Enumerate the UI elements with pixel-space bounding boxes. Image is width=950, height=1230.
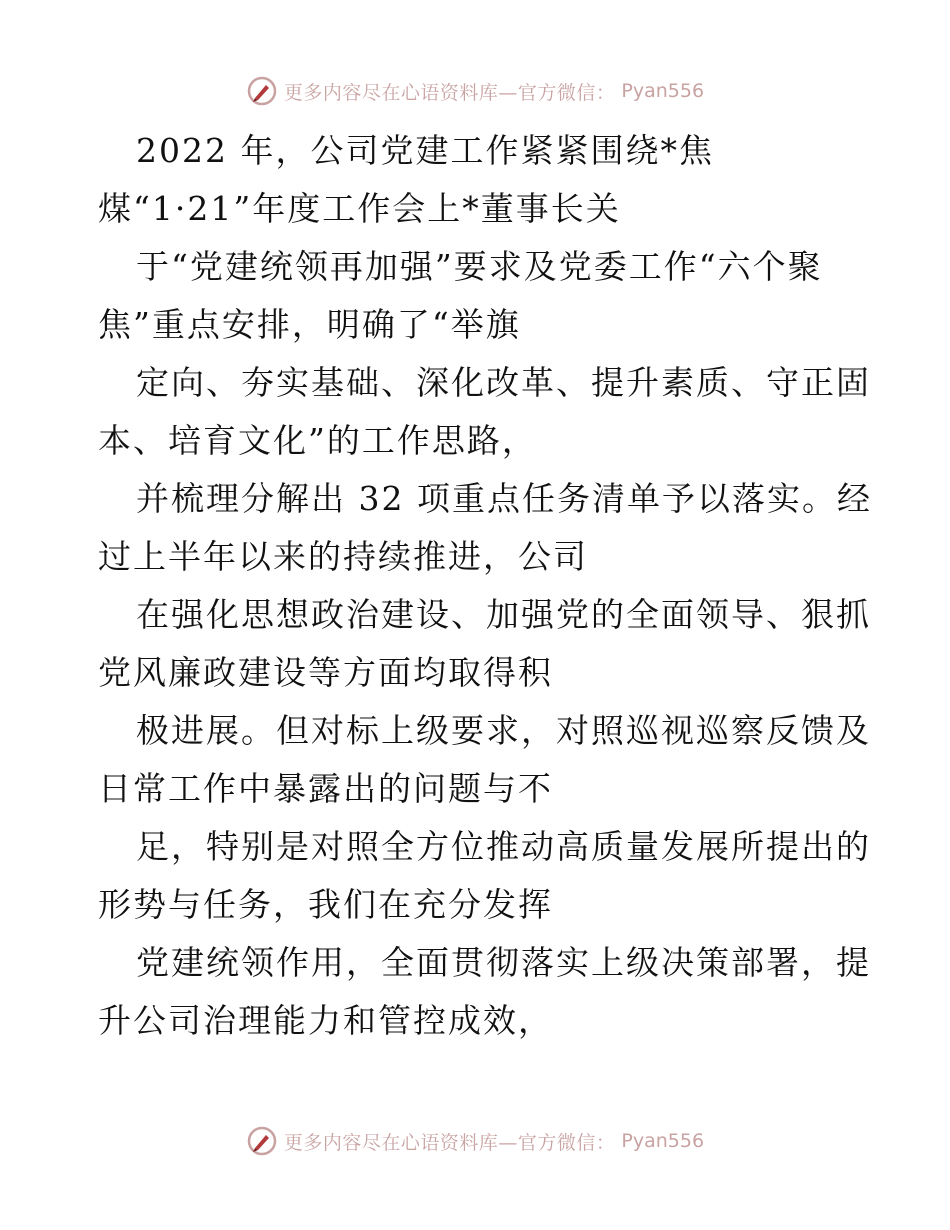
watermark-wechat-id: Pyan556: [621, 1130, 705, 1152]
text-line: 过上半年以来的持续推进，公司: [98, 537, 588, 576]
footer-watermark: [0, 1124, 950, 1158]
document-body: [98, 122, 872, 1050]
text-line: 党风廉政建设等方面均取得积: [98, 653, 553, 692]
text-line: 焦”重点安排，明确了“举旗: [98, 305, 521, 344]
header-watermark: [0, 74, 950, 108]
pen-logo-icon: [246, 75, 278, 107]
text-line: 日常工作中暴露出的问题与不: [98, 769, 553, 808]
text-line: 升公司治理能力和管控成效，: [98, 1001, 553, 1040]
text-line: 定向、夯实基础、深化改革、提升素质、守正固: [136, 363, 871, 402]
text-line: 并梳理分解出 32 项重点任务清单予以落实。经: [136, 479, 872, 518]
watermark-text: 更多内容尽在心语资料库—官方微信：: [283, 81, 616, 104]
watermark-text: 更多内容尽在心语资料库—官方微信：: [283, 1131, 616, 1154]
text-line: 2022 年，公司党建工作紧紧围绕*焦: [136, 131, 714, 170]
text-line: 于“党建统领再加强”要求及党委工作“六个聚: [136, 247, 823, 286]
text-line: 足，特别是对照全方位推动高质量发展所提出的: [136, 827, 871, 866]
text-line: 本、培育文化”的工作思路，: [98, 421, 537, 460]
watermark-wechat-id: Pyan556: [621, 80, 705, 102]
text-line: 在强化思想政治建设、加强党的全面领导、狠抓: [136, 595, 871, 634]
text-line: 煤“1·21”年度工作会上*董事长关: [98, 189, 621, 228]
pen-logo-icon: [246, 1125, 278, 1157]
text-line: 党建统领作用，全面贯彻落实上级决策部署，提: [136, 943, 871, 982]
text-line: 形势与任务，我们在充分发挥: [98, 885, 553, 924]
text-line: 极进展。但对标上级要求，对照巡视巡察反馈及: [136, 711, 871, 750]
